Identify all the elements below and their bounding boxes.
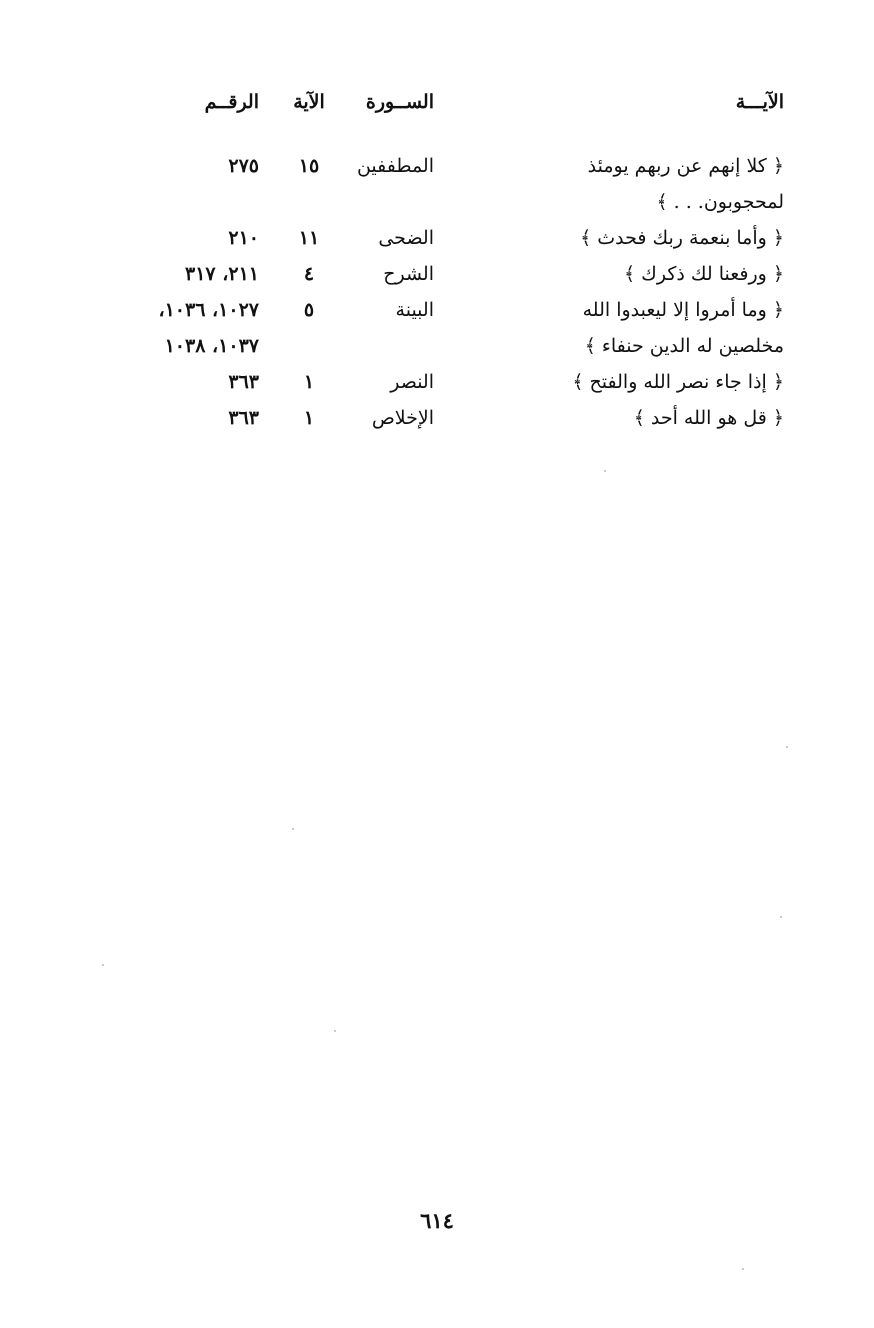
page-ref: ١٠٢٧، ١٠٣٦، xyxy=(158,299,259,321)
verse-text: ﴿ قل هو الله أحد ﴾ xyxy=(633,407,784,429)
header-page-ref: الرقــم xyxy=(204,91,259,113)
table-row xyxy=(100,292,784,328)
verse-number: ١ xyxy=(303,407,315,429)
sura-name: الضحى xyxy=(378,227,434,249)
sura-name: المطففين xyxy=(356,155,434,177)
scan-speck xyxy=(292,828,294,830)
verse-number: ٥ xyxy=(303,299,315,321)
header-sura: الســورة xyxy=(365,91,434,113)
verse-text: ﴿ إذا جاء نصر الله والفتح ﴾ xyxy=(572,371,784,393)
table-row xyxy=(100,148,784,184)
sura-name: الشرح xyxy=(383,263,434,285)
verse-number: ٤ xyxy=(303,263,315,285)
page-ref: ٢٧٥ xyxy=(228,155,259,177)
scan-speck xyxy=(742,1268,744,1270)
table-row xyxy=(100,220,784,256)
table-row xyxy=(100,364,784,400)
sura-name: البينة xyxy=(395,299,434,321)
scan-speck xyxy=(780,916,782,918)
scan-speck xyxy=(604,470,606,472)
page-ref: ٢١١، ٣١٧ xyxy=(185,263,259,285)
sura-name: النصر xyxy=(390,371,434,393)
page-ref: ٣٦٣ xyxy=(228,371,259,393)
scan-speck xyxy=(102,964,104,966)
table-row xyxy=(100,328,784,364)
page-number: ٦١٤ xyxy=(420,1208,454,1233)
table-row xyxy=(100,256,784,292)
verse-number: ١١ xyxy=(298,227,320,249)
verse-text: لمحجوبون. . . ﴾ xyxy=(656,191,784,213)
verse-text: ﴿ كلا إنهم عن ربهم يومئذ xyxy=(587,155,784,177)
verse-text: ﴿ وما أمروا إلا ليعبدوا الله xyxy=(582,299,784,321)
header-verse-number: الآية xyxy=(293,91,325,113)
sura-name: الإخلاص xyxy=(371,407,434,429)
header-aya: الآيـــة xyxy=(735,91,784,113)
verse-index-table xyxy=(100,84,784,436)
table-row xyxy=(100,184,784,220)
page-ref: ١٠٣٧، ١٠٣٨ xyxy=(164,335,259,357)
verse-text: مخلصين له الدين حنفاء ﴾ xyxy=(584,335,784,357)
page-ref: ٣٦٣ xyxy=(228,407,259,429)
verse-number: ١ xyxy=(303,371,315,393)
table-row xyxy=(100,400,784,436)
verse-number: ١٥ xyxy=(298,155,320,177)
table-header xyxy=(100,84,784,120)
scan-speck xyxy=(334,1030,336,1032)
page-ref: ٢١٠ xyxy=(228,227,259,249)
scan-speck xyxy=(786,746,788,748)
verse-text: ﴿ وأما بنعمة ربك فحدث ﴾ xyxy=(580,227,784,249)
verse-text: ﴿ ورفعنا لك ذكرك ﴾ xyxy=(624,263,784,285)
